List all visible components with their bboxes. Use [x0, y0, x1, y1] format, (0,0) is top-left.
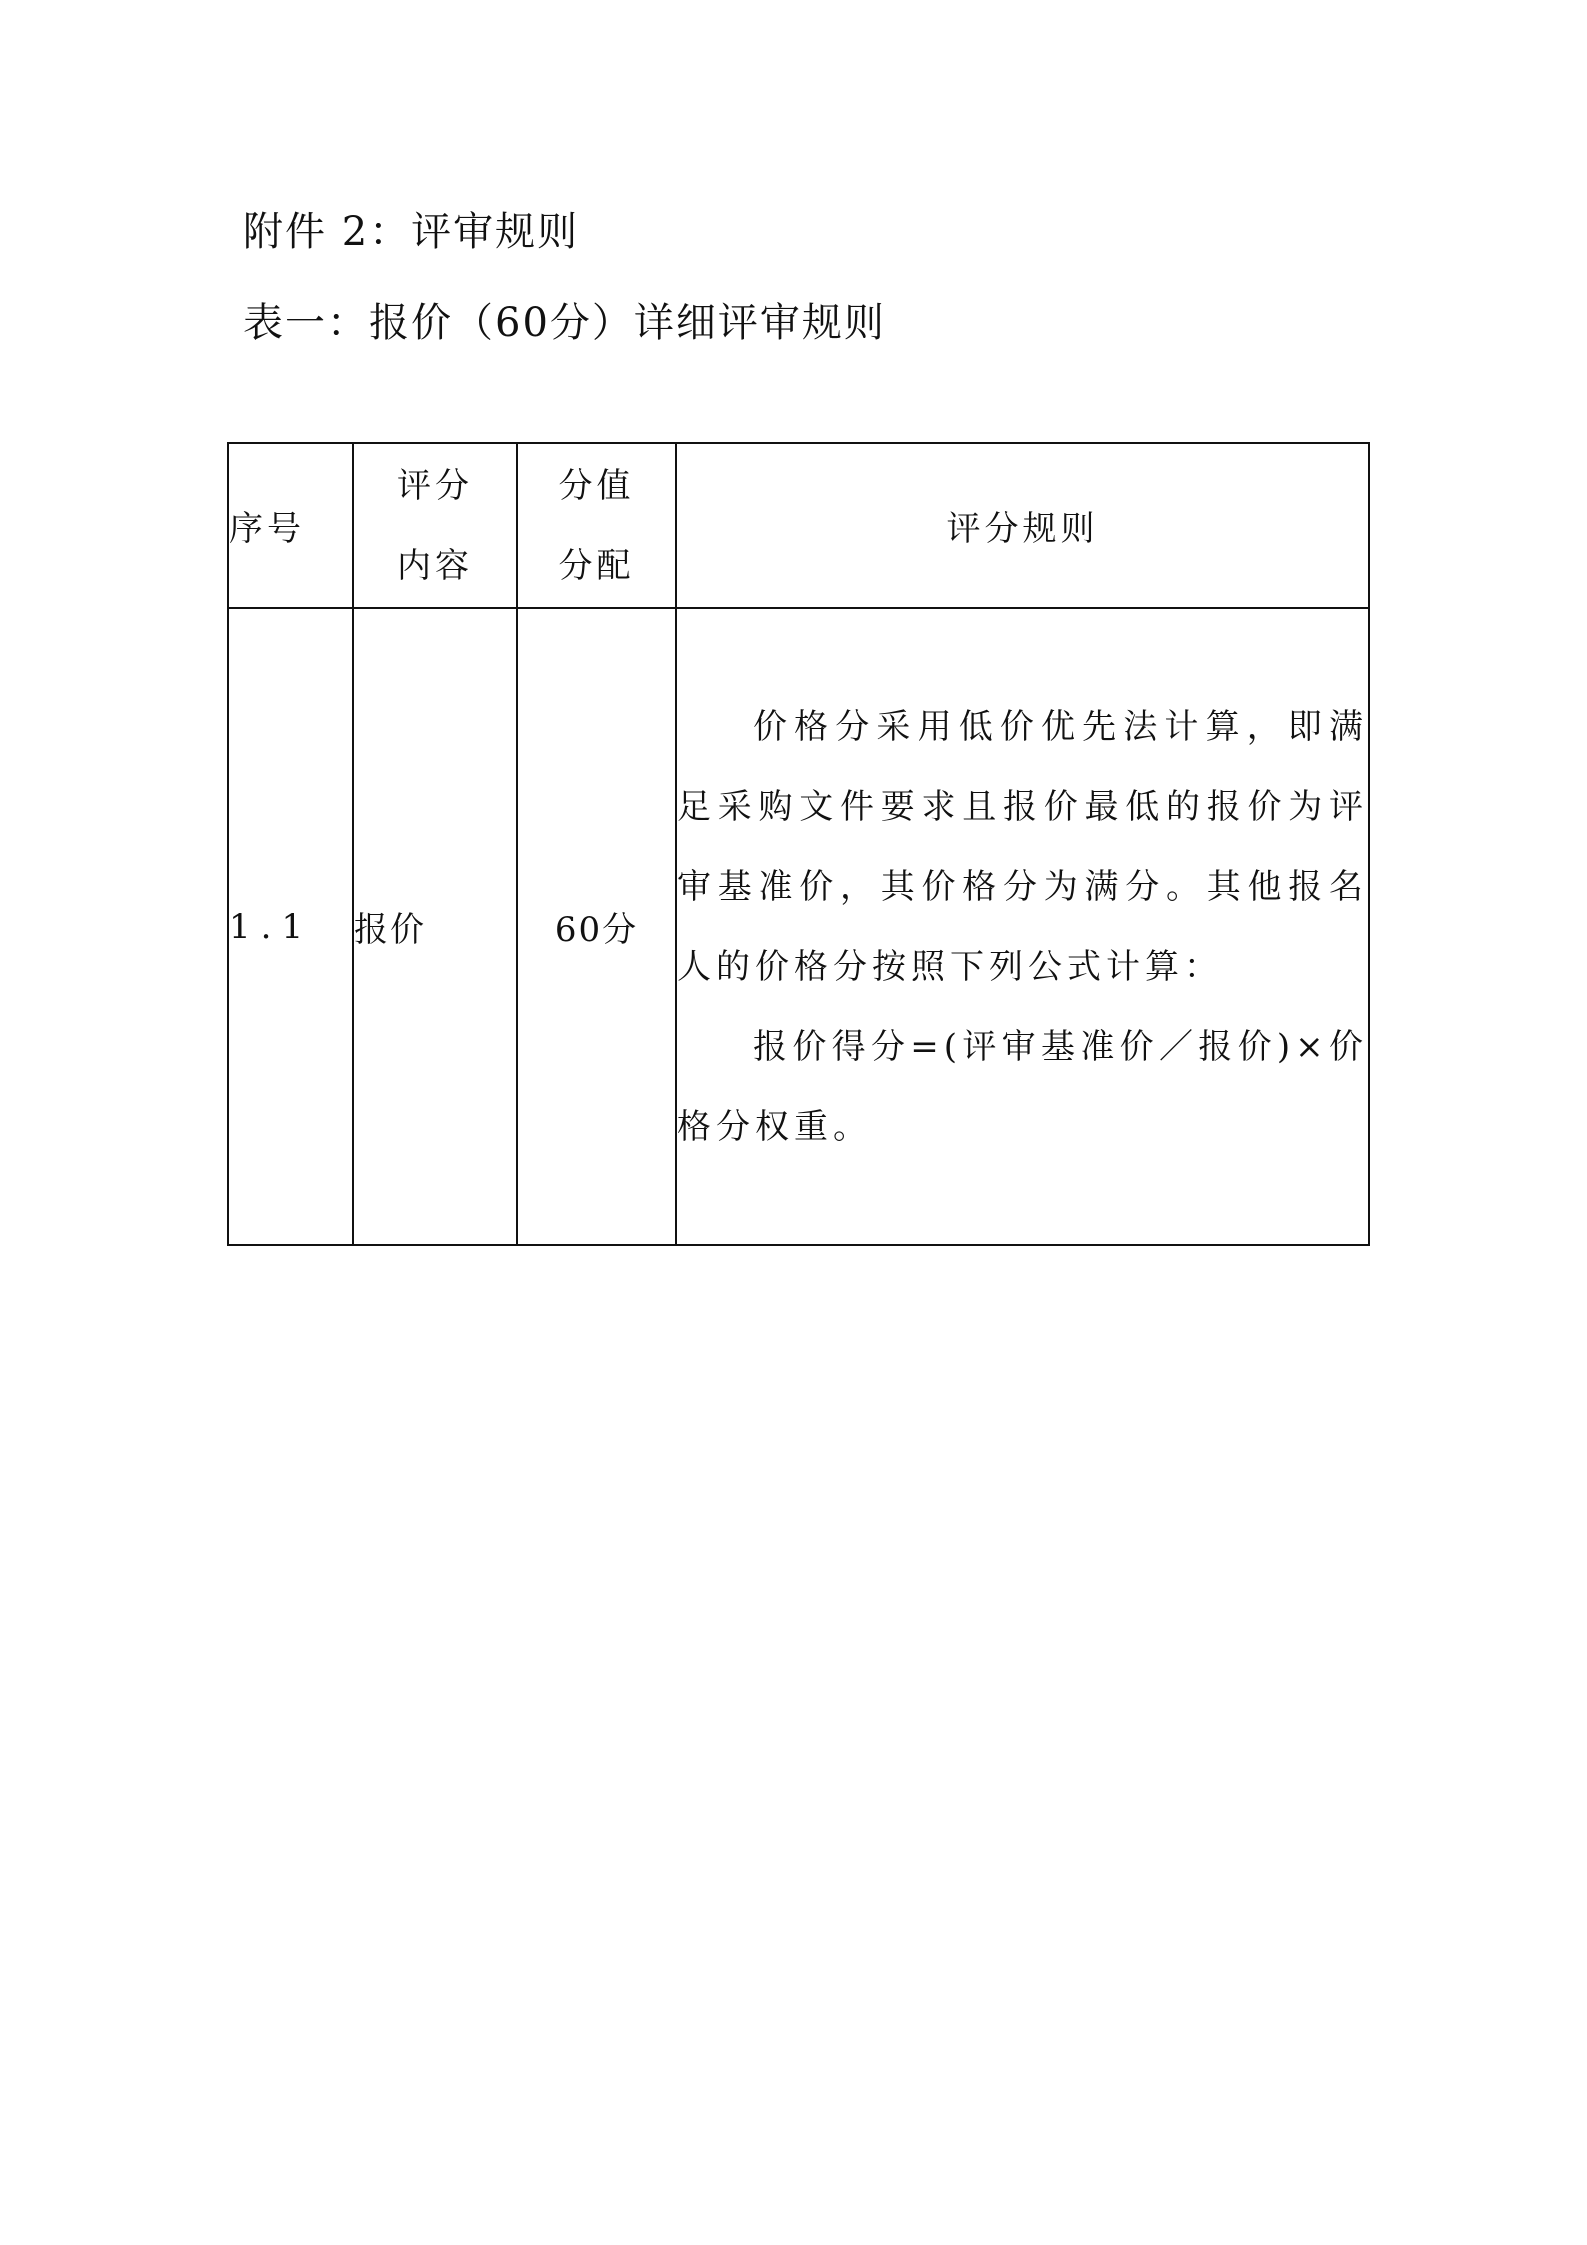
header-content-line1: 评分 — [397, 465, 473, 506]
header-content-line2: 内容 — [397, 545, 473, 586]
row-score-cell — [517, 608, 676, 1245]
table-header-row — [228, 443, 1369, 608]
header-content-cell — [353, 443, 517, 608]
header-rule-cell — [676, 443, 1369, 608]
header-score-line1: 分值 — [558, 465, 635, 506]
row-content: 报价 — [354, 910, 426, 950]
header-rule: 评分规则 — [946, 509, 1099, 549]
row-rule-cell — [676, 608, 1369, 1245]
header-seq-cell — [228, 443, 353, 608]
row-content-cell — [353, 608, 517, 1245]
header-score-cell — [517, 443, 676, 608]
scoring-rules-table — [227, 442, 1370, 1246]
table-row — [228, 608, 1369, 1245]
header-seq: 序号 — [229, 509, 305, 549]
attachment-title: 附件 2：评审规则 — [243, 209, 580, 255]
row-seq-cell — [228, 608, 353, 1245]
rule-paragraph-1: 价格分采用低价优先法计算，即满足采购文件要求且报价最低的报价为评审基准价，其价格分为满分。其他报名人的价格分按照下列公式计算： — [677, 706, 1368, 987]
header-score-line2: 分配 — [558, 545, 635, 586]
row-score: 60分 — [554, 910, 639, 950]
row-seq: 1.1 — [229, 906, 314, 947]
rule-paragraph-2: 报价得分=(评审基准价／报价)×价格分权重。 — [677, 1026, 1368, 1147]
table-title: 表一：报价（60分）详细评审规则 — [243, 300, 886, 346]
